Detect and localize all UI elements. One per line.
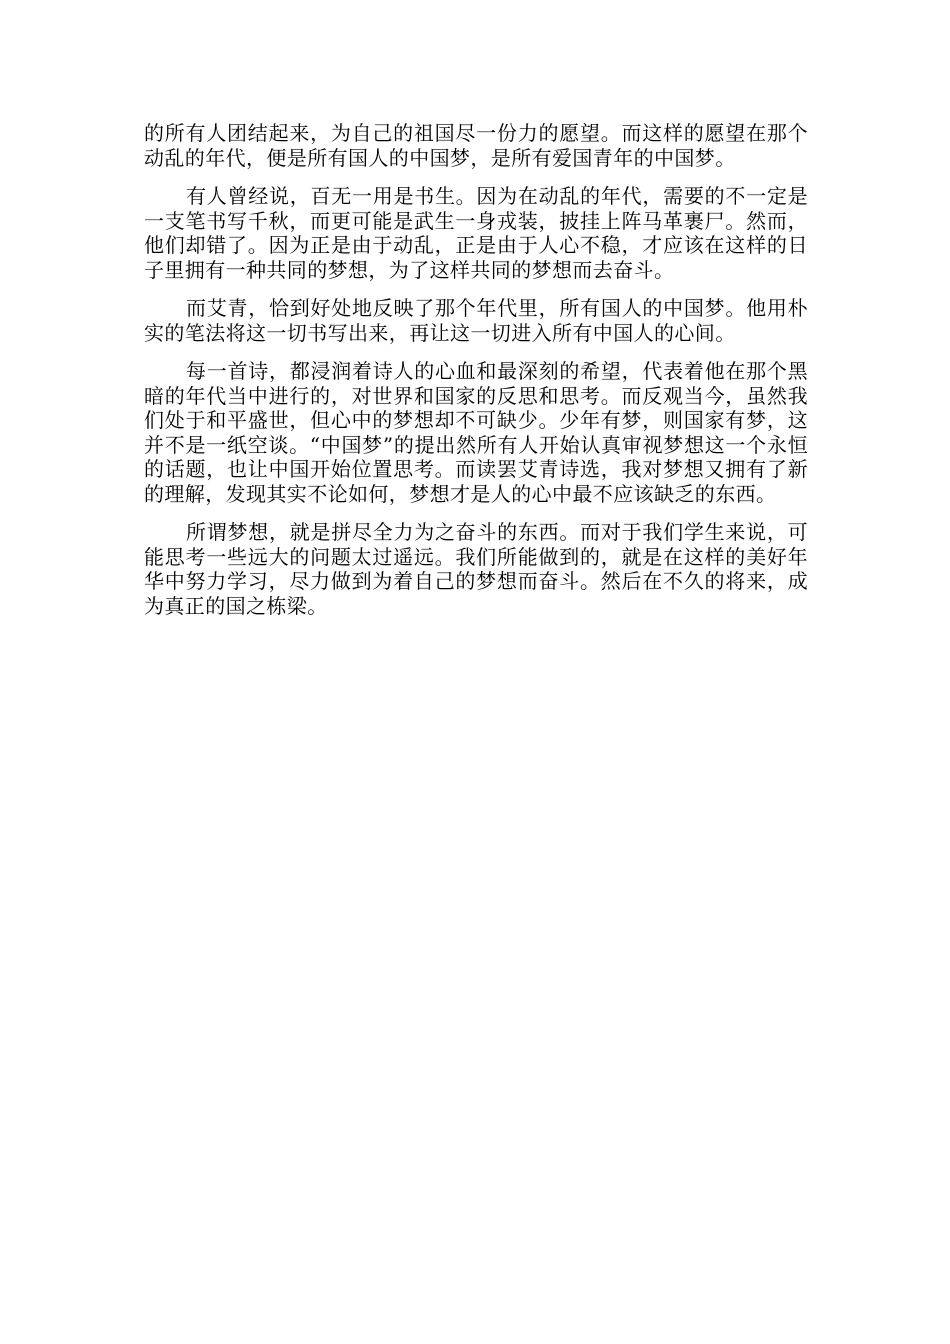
- paragraph: 所谓梦想，就是拼尽全力为之奋斗的东西。而对于我们学生来说，可能思考一些远大的问题太过遥远。我们所能做到的，就是在这样的美好年华中努力学习，尽力做到为着自己的梦想而奋斗。然后在不久的将来，成为真正的国之栋梁。: [144, 520, 808, 618]
- document-body: [144, 121, 808, 632]
- paragraph: 每一首诗，都浸润着诗人的心血和最深刻的希望，代表着他在那个黑暗的年代当中进行的，对世界和国家的反思和思考。而反观当今，虽然我们处于和平盛世，但心中的梦想却不可缺少。少年有梦，则国家有梦，这并不是一纸空谈。“中国梦”的提出然所有人开始认真审视梦想这一个永恒的话题，也让中国开始位置思考。而读罢艾青诗选，我对梦想又拥有了新的理解，发现其实不论如何，梦想才是人的心中最不应该缺乏的东西。: [144, 359, 808, 506]
- paragraph-continued: 的所有人团结起来，为自己的祖国尽一份力的愿望。而这样的愿望在那个动乱的年代，便是所有国人的中国梦，是所有爱国青年的中国梦。: [144, 121, 808, 170]
- paragraph: 有人曾经说，百无一用是书生。因为在动乱的年代，需要的不一定是一支笔书写千秋，而更可能是武生一身戎装，披挂上阵马革裹尸。然而，他们却错了。因为正是由于动乱，正是由于人心不稳，才应该在这样的日子里拥有一种共同的梦想，为了这样共同的梦想而去奋斗。: [144, 184, 808, 282]
- paragraph: 而艾青，恰到好处地反映了那个年代里，所有国人的中国梦。他用朴实的笔法将这一切书写出来，再让这一切进入所有中国人的心间。: [144, 296, 808, 345]
